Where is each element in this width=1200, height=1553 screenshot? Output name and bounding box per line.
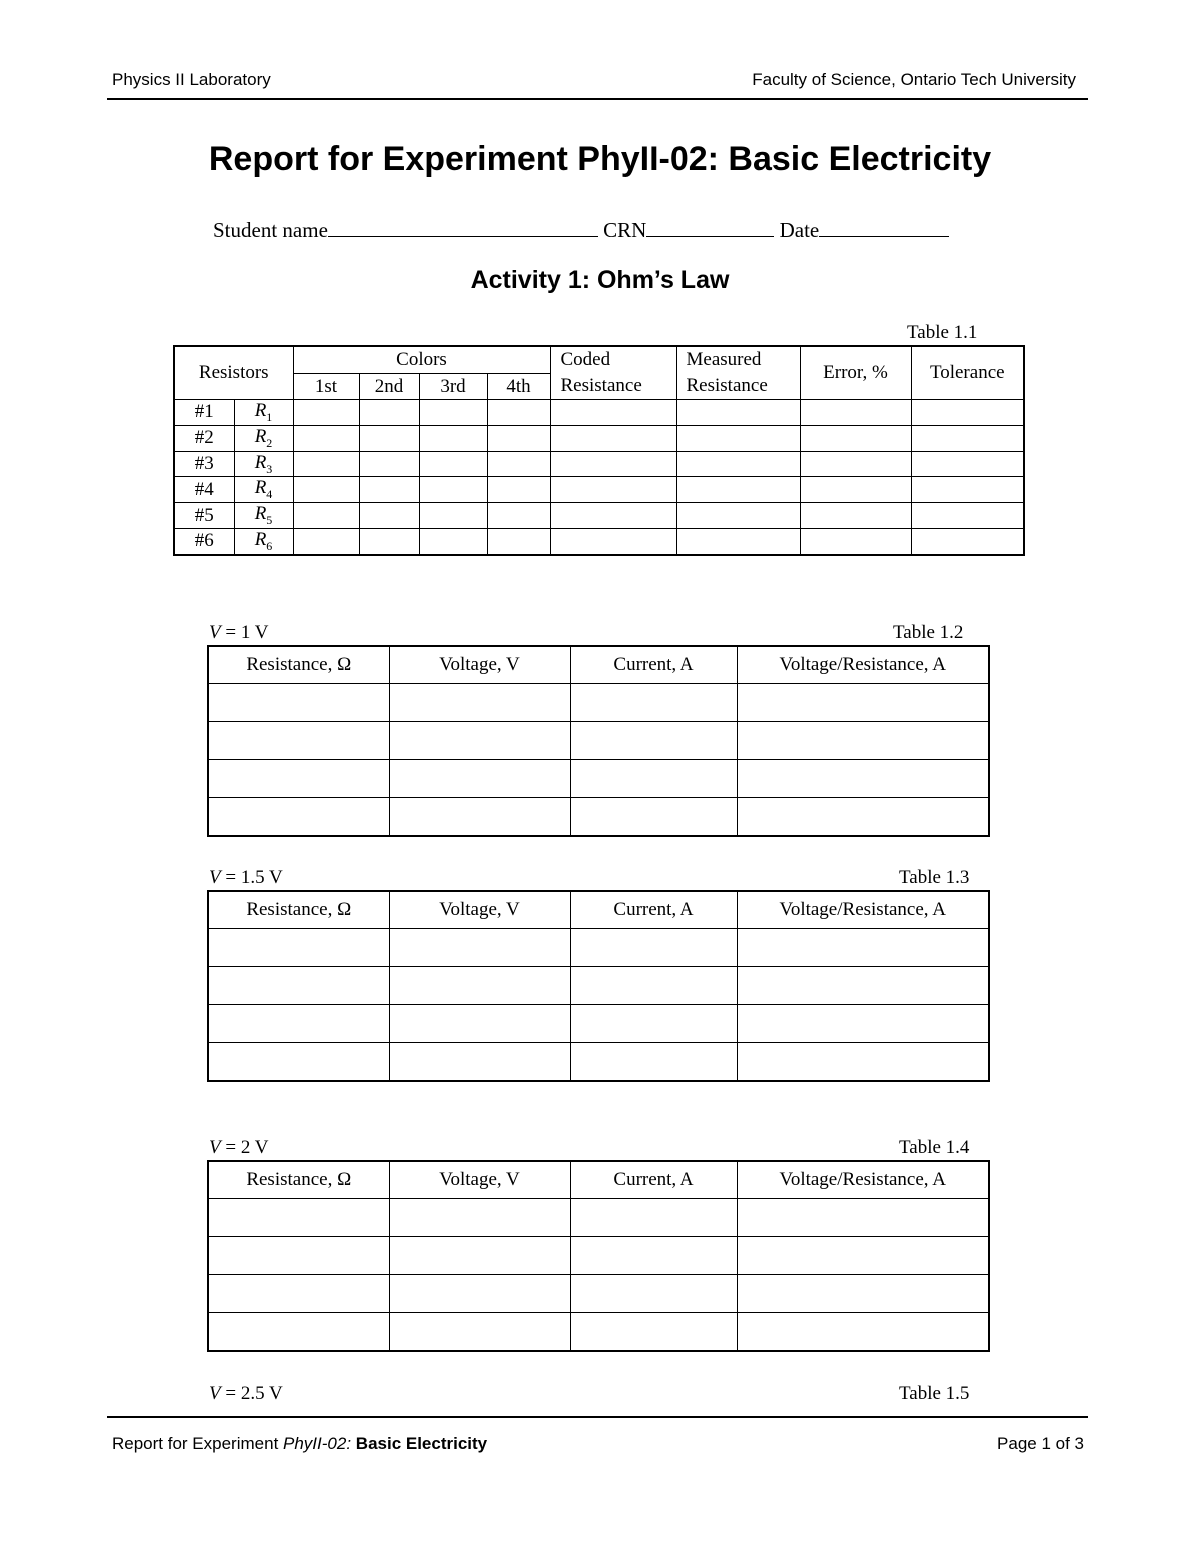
voltage-symbol: V: [209, 622, 221, 643]
table-row: [208, 1237, 989, 1275]
voltage-table-1-3: [207, 890, 990, 1082]
resistor-subscript: 2: [266, 435, 273, 450]
tolerance-header: Tolerance: [911, 346, 1024, 400]
entry-cell[interactable]: [208, 722, 389, 760]
entry-cell[interactable]: [550, 477, 676, 503]
entry-cell[interactable]: [208, 798, 389, 837]
entry-cell[interactable]: [208, 1237, 389, 1275]
resistor-letter: R: [254, 451, 267, 473]
entry-cell[interactable]: [208, 760, 389, 798]
footer-bold: Basic Electricity: [351, 1434, 488, 1453]
table-row: [208, 1199, 989, 1237]
table-row: [174, 477, 1024, 503]
entry-cell[interactable]: [487, 528, 550, 554]
entry-cell[interactable]: [487, 425, 550, 451]
entry-cell[interactable]: [419, 503, 487, 529]
table-1-4-voltage-label: [209, 1137, 268, 1159]
table-1-2-caption: Table 1.2: [893, 622, 964, 643]
footer-left: [112, 1434, 487, 1454]
footer-italic: PhyII-02:: [283, 1434, 352, 1453]
table-header-row: [208, 646, 989, 684]
entry-cell[interactable]: [570, 684, 737, 722]
entry-cell[interactable]: [737, 1005, 989, 1043]
student-info-line: [213, 216, 949, 243]
coded-header-line1: Coded: [560, 349, 611, 370]
crn-blank[interactable]: [646, 216, 774, 237]
resistor-number: #2: [174, 425, 234, 451]
table-row: [174, 528, 1024, 554]
entry-cell[interactable]: [570, 1199, 737, 1237]
resistor-letter: R: [254, 400, 267, 421]
header-right: Faculty of Science, Ontario Tech University: [752, 70, 1076, 89]
entry-cell[interactable]: [208, 1313, 389, 1352]
entry-cell[interactable]: [208, 929, 389, 967]
table-row: [208, 1275, 989, 1313]
entry-cell[interactable]: [487, 477, 550, 503]
table-1-1-caption: Table 1.1: [907, 322, 978, 343]
entry-cell[interactable]: [389, 1313, 570, 1352]
entry-cell[interactable]: [419, 400, 487, 426]
entry-cell[interactable]: [389, 967, 570, 1005]
header-left: Physics II Laboratory: [112, 70, 271, 89]
entry-cell[interactable]: [737, 1313, 989, 1352]
voltage-value: = 1.5 V: [220, 867, 283, 888]
header-rule: [107, 98, 1088, 100]
resistor-subscript: 4: [266, 487, 273, 502]
coded-header-line2: Resistance: [560, 375, 642, 396]
table-row: [208, 967, 989, 1005]
voltage-value: = 2.5 V: [220, 1383, 283, 1404]
column-header: Resistance, Ω: [208, 646, 389, 684]
entry-cell[interactable]: [550, 400, 676, 426]
column-header: Current, A: [570, 1161, 737, 1199]
entry-cell[interactable]: [737, 798, 989, 837]
entry-cell[interactable]: [570, 1237, 737, 1275]
color-band-4-header: 4th: [487, 374, 550, 400]
page-number: Page 1 of 3: [997, 1434, 1084, 1453]
table-row: [208, 1005, 989, 1043]
entry-cell[interactable]: [419, 528, 487, 554]
resistors-header: Resistors: [174, 346, 293, 400]
entry-cell[interactable]: [487, 503, 550, 529]
table-row: [208, 798, 989, 837]
entry-cell[interactable]: [389, 1043, 570, 1082]
entry-cell[interactable]: [550, 425, 676, 451]
entry-cell[interactable]: [737, 1275, 989, 1313]
entry-cell[interactable]: [389, 1275, 570, 1313]
entry-cell[interactable]: [676, 400, 800, 426]
entry-cell[interactable]: [293, 425, 359, 451]
date-label: Date: [779, 218, 820, 242]
column-header: Voltage/Resistance, A: [737, 646, 989, 684]
resistor-color-table: [173, 345, 1025, 556]
entry-cell[interactable]: [737, 684, 989, 722]
entry-cell[interactable]: [911, 400, 1024, 426]
voltage-table-1-4: [207, 1160, 990, 1352]
resistor-letter: R: [254, 477, 267, 499]
entry-cell[interactable]: [359, 400, 419, 426]
entry-cell[interactable]: [293, 528, 359, 554]
entry-cell[interactable]: [359, 425, 419, 451]
entry-cell[interactable]: [570, 1043, 737, 1082]
entry-cell[interactable]: [293, 400, 359, 426]
table-row: [174, 400, 1024, 426]
entry-cell[interactable]: [359, 503, 419, 529]
entry-cell[interactable]: [800, 400, 911, 426]
coded-resistance-header: [550, 346, 676, 400]
entry-cell[interactable]: [570, 1275, 737, 1313]
entry-cell[interactable]: [737, 1199, 989, 1237]
color-band-2-header: 2nd: [359, 374, 419, 400]
entry-cell[interactable]: [550, 503, 676, 529]
resistor-number: #5: [174, 503, 234, 529]
entry-cell[interactable]: [208, 1043, 389, 1082]
column-header: Voltage, V: [389, 1161, 570, 1199]
entry-cell[interactable]: [570, 798, 737, 837]
footer-plain: Report for Experiment: [112, 1434, 284, 1453]
resistor-letter: R: [254, 425, 267, 447]
entry-cell[interactable]: [676, 451, 800, 477]
entry-cell[interactable]: [487, 400, 550, 426]
resistor-subscript: 3: [266, 461, 273, 476]
table-1-3-voltage-label: [209, 867, 283, 889]
date-blank[interactable]: [819, 216, 949, 237]
entry-cell[interactable]: [389, 1005, 570, 1043]
resistor-symbol: [234, 503, 293, 529]
column-header: Voltage/Resistance, A: [737, 1161, 989, 1199]
column-header: Resistance, Ω: [208, 1161, 389, 1199]
voltage-symbol: V: [209, 867, 221, 888]
entry-cell[interactable]: [911, 477, 1024, 503]
entry-cell[interactable]: [389, 760, 570, 798]
entry-cell[interactable]: [911, 451, 1024, 477]
resistor-number: #3: [174, 451, 234, 477]
entry-cell[interactable]: [359, 451, 419, 477]
entry-cell[interactable]: [487, 451, 550, 477]
resistor-number: #1: [174, 400, 234, 426]
student-name-blank[interactable]: [328, 216, 598, 237]
entry-cell[interactable]: [737, 929, 989, 967]
resistor-letter: R: [254, 528, 267, 550]
resistor-symbol: [234, 425, 293, 451]
entry-cell[interactable]: [911, 528, 1024, 554]
column-header: Current, A: [570, 646, 737, 684]
entry-cell[interactable]: [389, 798, 570, 837]
resistor-subscript: 5: [266, 512, 273, 527]
table-1-5-voltage-label: [209, 1383, 283, 1405]
student-name-label: Student name: [213, 218, 328, 242]
entry-cell[interactable]: [570, 929, 737, 967]
table-row: [208, 929, 989, 967]
table-row: [208, 1043, 989, 1082]
table-1-5-caption: Table 1.5: [899, 1383, 970, 1404]
column-header: Current, A: [570, 891, 737, 929]
entry-cell[interactable]: [389, 722, 570, 760]
entry-cell[interactable]: [293, 503, 359, 529]
table-row: [208, 760, 989, 798]
entry-cell[interactable]: [208, 1005, 389, 1043]
entry-cell[interactable]: [293, 451, 359, 477]
column-header: Voltage, V: [389, 891, 570, 929]
entry-cell[interactable]: [293, 477, 359, 503]
column-header: Resistance, Ω: [208, 891, 389, 929]
entry-cell[interactable]: [419, 425, 487, 451]
entry-cell[interactable]: [800, 425, 911, 451]
entry-cell[interactable]: [550, 451, 676, 477]
table-header-row: [208, 1161, 989, 1199]
entry-cell[interactable]: [570, 967, 737, 1005]
entry-cell[interactable]: [359, 528, 419, 554]
page-title: Report for Experiment PhyII-02: Basic Electricity: [208, 140, 992, 178]
entry-cell[interactable]: [389, 929, 570, 967]
resistor-subscript: 6: [266, 538, 273, 553]
entry-cell[interactable]: [737, 967, 989, 1005]
entry-cell[interactable]: [550, 528, 676, 554]
error-header: Error, %: [800, 346, 911, 400]
table-1-2-voltage-label: [209, 622, 268, 644]
entry-cell[interactable]: [208, 1199, 389, 1237]
entry-cell[interactable]: [389, 1237, 570, 1275]
color-band-1-header: 1st: [293, 374, 359, 400]
table-row: [208, 722, 989, 760]
entry-cell[interactable]: [570, 760, 737, 798]
entry-cell[interactable]: [570, 1005, 737, 1043]
entry-cell[interactable]: [570, 1313, 737, 1352]
measured-header-line1: Measured: [686, 349, 762, 370]
voltage-table-1-2: [207, 645, 990, 837]
resistor-subscript: 1: [266, 409, 273, 424]
entry-cell[interactable]: [737, 1237, 989, 1275]
resistor-number: #6: [174, 528, 234, 554]
colors-header: Colors: [293, 346, 550, 374]
table-1-4-caption: Table 1.4: [899, 1137, 970, 1158]
color-band-3-header: 3rd: [419, 374, 487, 400]
entry-cell[interactable]: [208, 967, 389, 1005]
entry-cell[interactable]: [737, 722, 989, 760]
table-row: [208, 1313, 989, 1352]
resistor-symbol: [234, 477, 293, 503]
entry-cell[interactable]: [800, 451, 911, 477]
table-row: [174, 451, 1024, 477]
voltage-value: = 2 V: [220, 1137, 269, 1158]
entry-cell[interactable]: [676, 503, 800, 529]
entry-cell[interactable]: [419, 477, 487, 503]
resistor-symbol: [234, 528, 293, 554]
measured-resistance-header: [676, 346, 800, 400]
voltage-value: = 1 V: [220, 622, 269, 643]
entry-cell[interactable]: [800, 477, 911, 503]
entry-cell[interactable]: [359, 477, 419, 503]
table-row: [208, 684, 989, 722]
entry-cell[interactable]: [570, 722, 737, 760]
table-1-3-caption: Table 1.3: [899, 867, 970, 888]
resistor-number: #4: [174, 477, 234, 503]
entry-cell[interactable]: [737, 760, 989, 798]
voltage-symbol: V: [209, 1383, 221, 1404]
entry-cell[interactable]: [676, 425, 800, 451]
voltage-symbol: V: [209, 1137, 221, 1158]
entry-cell[interactable]: [911, 425, 1024, 451]
resistor-symbol: [234, 400, 293, 426]
table-header-row: [208, 891, 989, 929]
crn-label: CRN: [603, 218, 647, 242]
entry-cell[interactable]: [911, 503, 1024, 529]
entry-cell[interactable]: [737, 1043, 989, 1082]
entry-cell[interactable]: [800, 503, 911, 529]
table-row: [174, 503, 1024, 529]
entry-cell[interactable]: [800, 528, 911, 554]
column-header: Voltage, V: [389, 646, 570, 684]
entry-cell[interactable]: [389, 1199, 570, 1237]
entry-cell[interactable]: [676, 528, 800, 554]
entry-cell[interactable]: [676, 477, 800, 503]
entry-cell[interactable]: [389, 684, 570, 722]
measured-header-line2: Resistance: [686, 375, 768, 396]
entry-cell[interactable]: [208, 1275, 389, 1313]
column-header: Voltage/Resistance, A: [737, 891, 989, 929]
entry-cell[interactable]: [208, 684, 389, 722]
table-row: [174, 425, 1024, 451]
activity-title: Activity 1: Ohm’s Law: [470, 266, 730, 294]
entry-cell[interactable]: [419, 451, 487, 477]
footer-rule: [107, 1416, 1088, 1418]
resistor-symbol: [234, 451, 293, 477]
resistor-letter: R: [254, 503, 267, 525]
